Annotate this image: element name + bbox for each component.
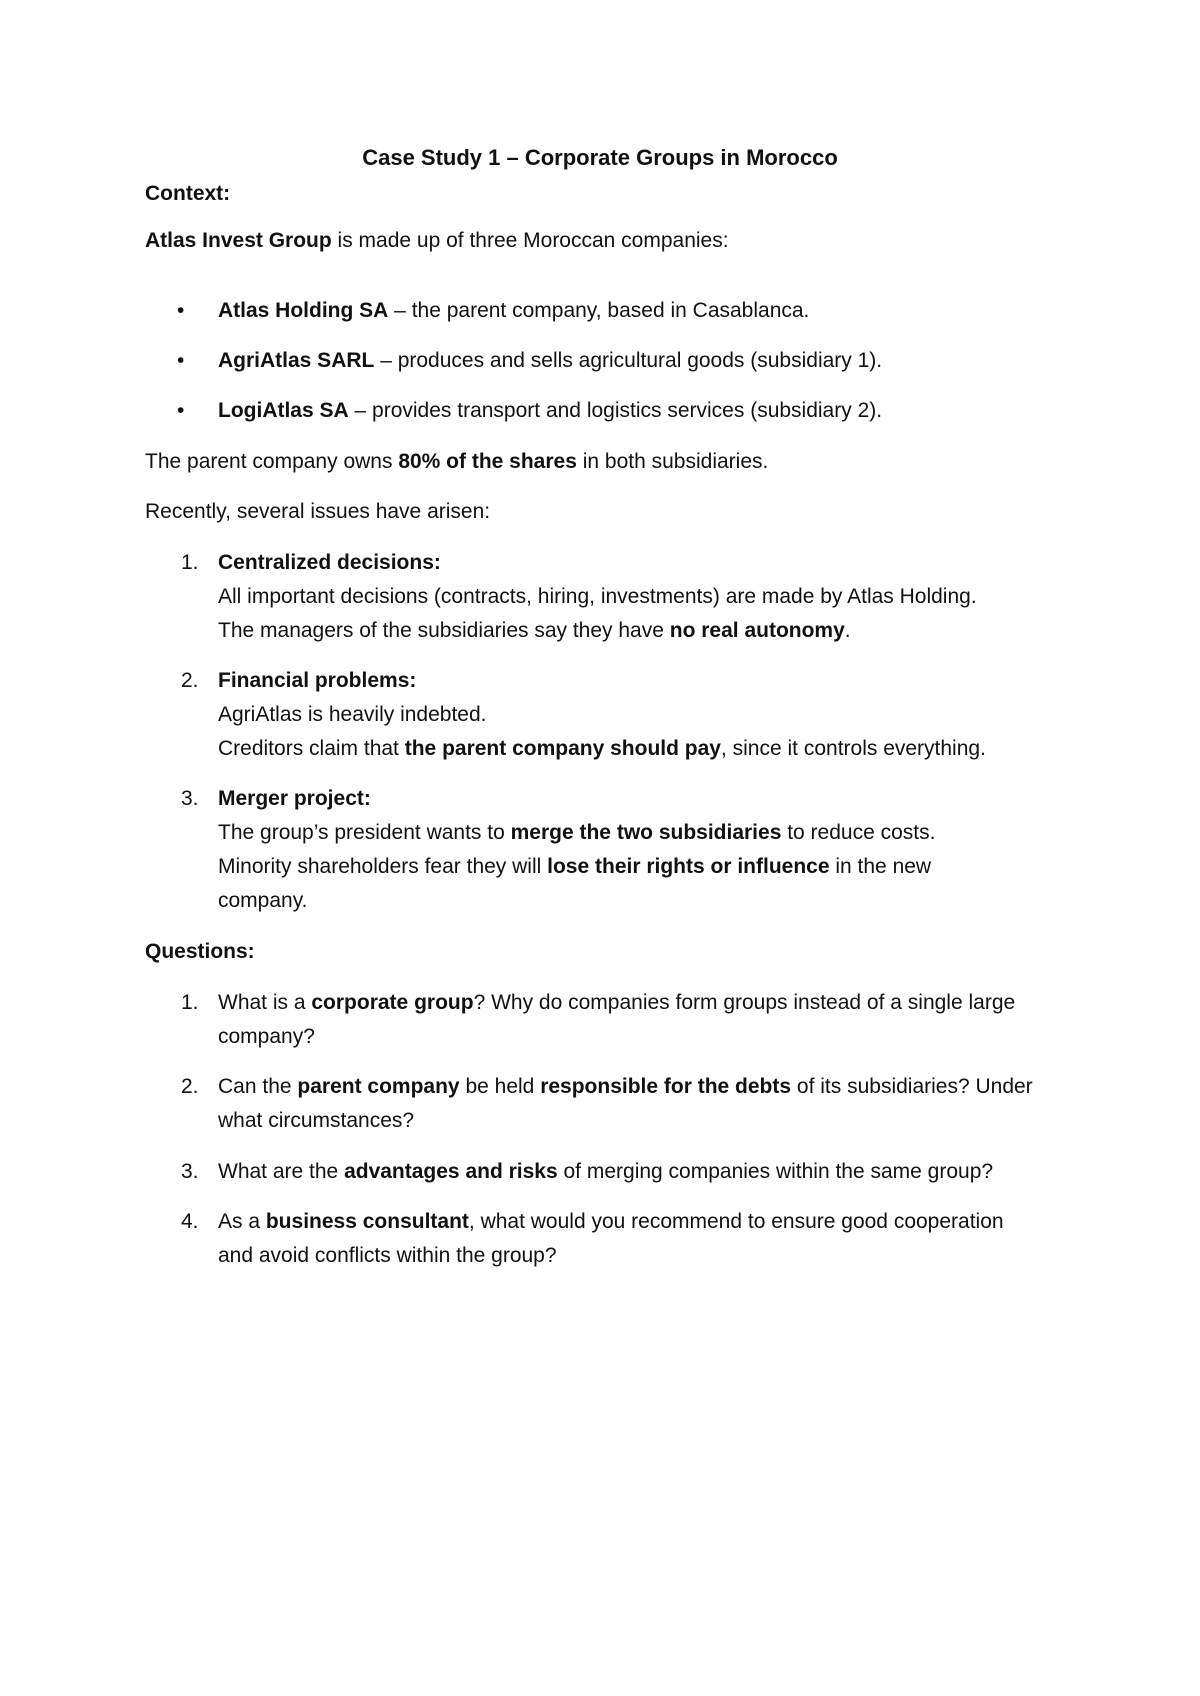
issue-heading: Financial problems: [218,669,417,692]
list-number: 1. [181,991,199,1014]
ownership-share: 80% of the shares [398,450,577,473]
issue-heading: Merger project: [218,787,371,810]
ownership-paragraph [145,445,1065,479]
company-name: LogiAtlas SA [218,399,349,422]
bullet-icon: • [177,349,185,372]
company-desc: – the parent company, based in Casablanca. [388,299,810,322]
intro-paragraph [145,224,1065,258]
issue-line: The managers of the subsidiaries say they have no real autonomy. [218,619,851,642]
list-number: 1. [181,551,199,574]
issues-intro: Recently, several issues have arisen: [145,500,491,523]
bullet-icon: • [177,399,185,422]
company-name: AgriAtlas SARL [218,349,375,372]
issue-line: Minority shareholders fear they will lose their rights or influence in the new company. [218,855,932,912]
list-number: 3. [181,1160,199,1183]
ownership-text: The parent company owns [145,450,399,473]
list-number: 2. [181,669,199,692]
context-heading: Context: [145,182,231,205]
company-desc: – provides transport and logistics services (subsidiary 2). [348,399,883,422]
ownership-text-end: in both subsidiaries. [576,450,769,473]
issue-line: All important decisions (contracts, hiring, investments) are made by Atlas Holding. [218,585,977,608]
list-number: 2. [181,1075,199,1098]
company-desc: – produces and sells agricultural goods (subsidiary 1). [374,349,883,372]
issue-line: AgriAtlas is heavily indebted. [218,703,487,726]
group-name: Atlas Invest Group [145,229,332,252]
list-number: 4. [181,1210,199,1233]
document-page: Case Study 1 – Corporate Groups in Morocco Context: Atlas Invest Group is made up of three Moroccan companies: • Atlas Holding SA – the parent company, based in Casablanca. • AgriAtlas SARL – produces and sells agricultural goods (subsidiary 1). • LogiAtlas SA – provides transport and logistics services (subsidiary 2). The parent company owns 80% of the shares in both subsidiaries. Recently, several issues have arisen: 1. Centralized decisions: All important decisions (contracts, hiring, investments) are made by Atlas Holding. The managers of the subsidiaries say they have no real autonomy. 2. Financial problems: AgriAtlas is heavily indebted. Creditors claim that the parent company should pay, since it controls everything. 3. Merger project: The group’s president wants to merge the two subsidiaries to reduce costs. Minority shareholders fear they will lose their rights or influence in the new company. Questions: 1. What is a corporate group? Why do companies form groups instead of a single large company? 2. Can the parent company be held responsible for the debts of its subsidiaries? Under what circumstances? 3. What are the advantages and risks of merging companies within the same group? 4. As a business consultant, what would you recommend to ensure good cooperation and avoid conflicts within the group? [0,0,1200,1696]
issue-line: Creditors claim that the parent company should pay, since it controls everything. [218,737,986,760]
questions-heading: Questions: [145,940,255,963]
document-title: Case Study 1 – Corporate Groups in Morocco [362,145,838,170]
bullet-icon: • [177,299,185,322]
list-number: 3. [181,787,199,810]
intro-text: is made up of three Moroccan companies: [331,229,729,252]
issue-heading: Centralized decisions: [218,551,441,574]
issue-line: The group’s president wants to merge the two subsidiaries to reduce costs. [218,821,936,844]
company-name: Atlas Holding SA [218,299,389,322]
